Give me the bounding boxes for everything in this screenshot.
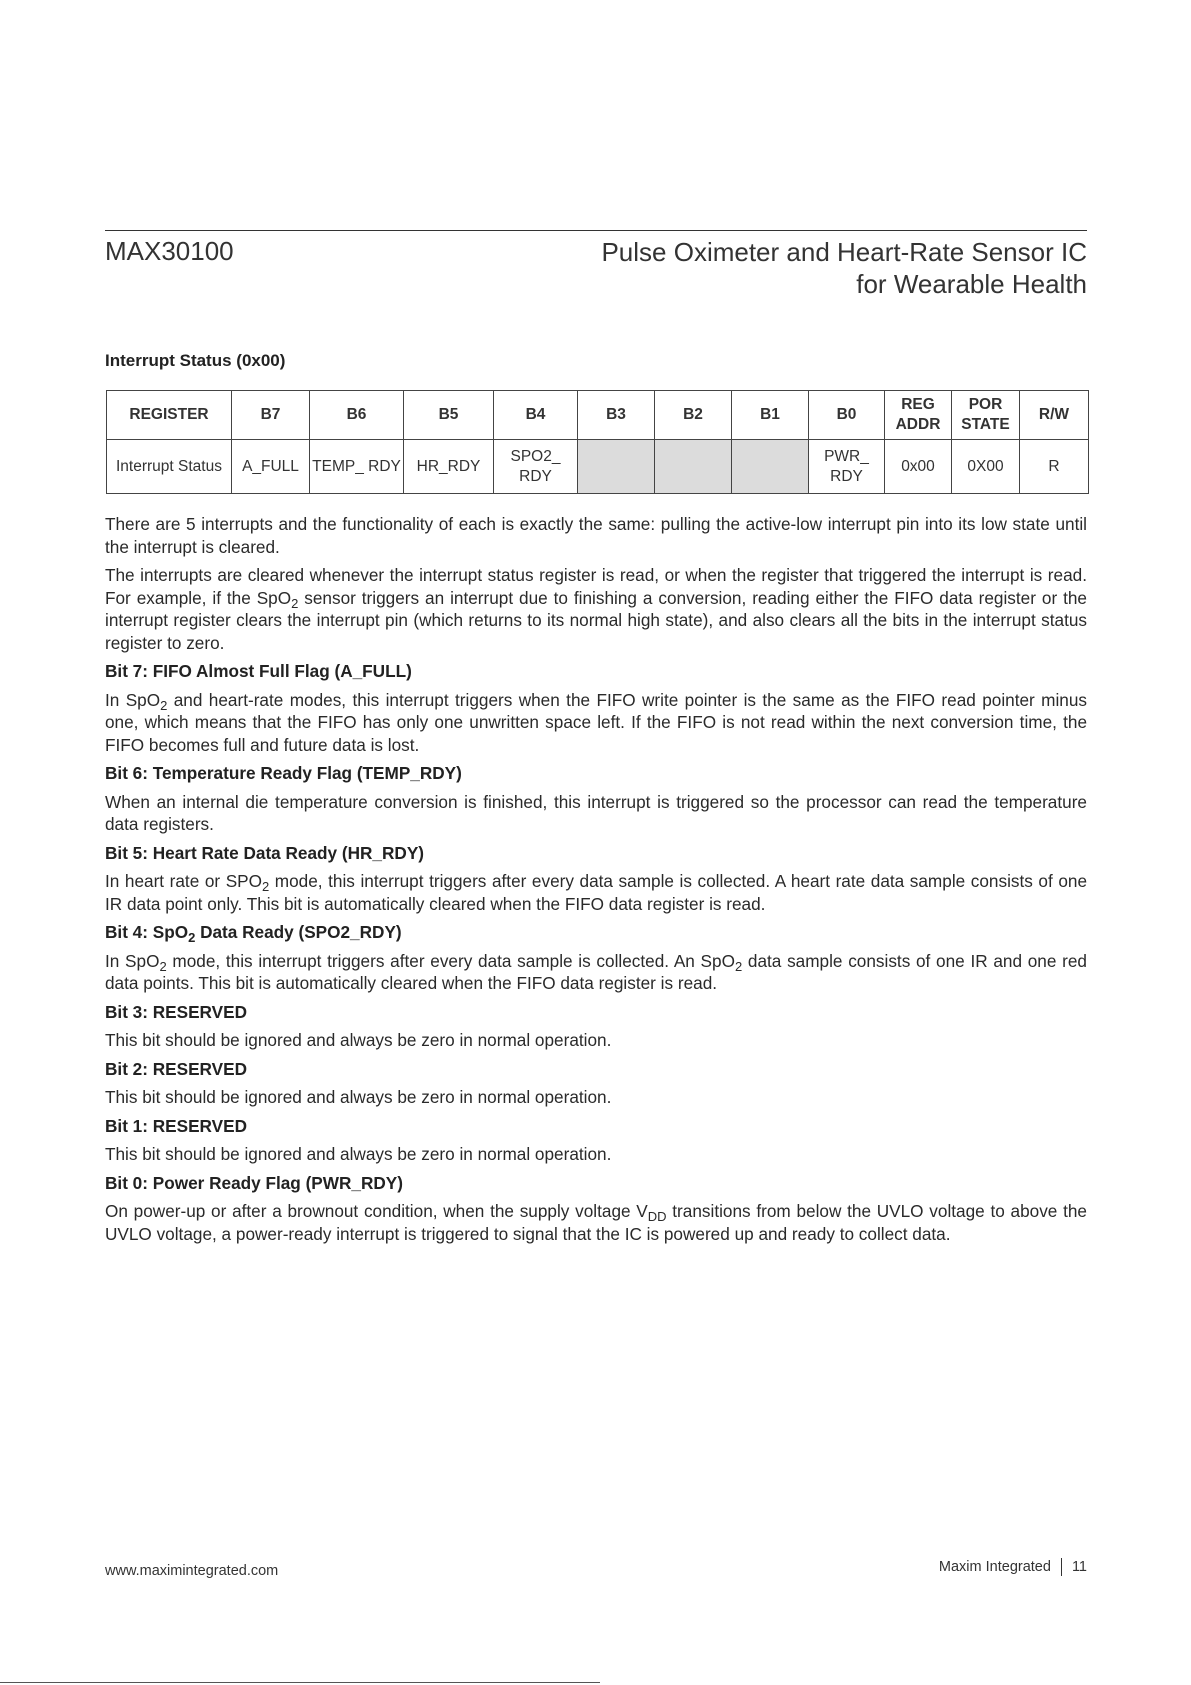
part-number: MAX30100 (105, 236, 234, 266)
register-table (106, 390, 1089, 494)
bit4-text: In SpO$_2$ mode, this interrupt triggers after every data sample is collected. An SpO$_2$ data sample consists of one IR and one red data points. This bit is automatically cleared when the FIFO data register is read. (105, 950, 1087, 993)
table-cell: HR_RDY (404, 440, 494, 494)
header-rule (105, 230, 1087, 231)
bit1-text: This bit should be ignored and always be zero in normal operation. (105, 1144, 612, 1164)
table-cell: 0x00 (885, 440, 952, 494)
header-cell: B0 (809, 391, 885, 440)
bit5-text: In heart rate or $SPO_2$ mode, this interrupt triggers after every data sample is collected. A heart rate data sample consists of one IR data point only. This bit is automatically cleared when the FIFO data register is read. (105, 871, 1087, 914)
table-cell: A_FULL (232, 440, 310, 494)
bit6-text: When an internal die temperature conversion is finished, this interrupt is triggered so the processor can read the temperature data registers. (105, 791, 1087, 834)
table-cell: PWR_ RDY (809, 440, 885, 494)
reserved-cell (732, 440, 809, 494)
table-cell: 0X00 (952, 440, 1020, 494)
footer-url[interactable]: www.maximintegrated.com (105, 1563, 279, 1579)
table-cell: TEMP_ RDY (310, 440, 404, 494)
table-cell: Interrupt Status (107, 440, 232, 494)
header-cell: REG ADDR (885, 391, 952, 440)
bit6-heading: Bit 6: Temperature Ready Flag (TEMP_RDY) (105, 763, 462, 783)
table-cell: SPO2_ RDY (494, 440, 578, 494)
reserved-cell (655, 440, 732, 494)
intro-paragraph-1: There are 5 interrupts and the functionality of each is exactly the same: pulling the active-low interrupt pin into its low state until the interrupt is cleared. (105, 514, 1087, 557)
table-cell: R (1020, 440, 1089, 494)
document-body (105, 513, 1087, 1251)
bottom-rule (0, 1682, 600, 1683)
footer-divider (1061, 1558, 1062, 1576)
header-cell: POR STATE (952, 391, 1020, 440)
title-line-1: Pulse Oximeter and Heart-Rate Sensor IC (601, 237, 1087, 267)
bit7-text: In SpO$_2$ and heart-rate modes, this interrupt triggers when the FIFO write pointer is the same as the FIFO read pointer minus one, which means that the FIFO has only one unwritten space left. If the FIFO is not read within the next conversion time, the FIFO becomes full and future data is lost. (105, 689, 1087, 755)
footer-company: Maxim Integrated (938, 1559, 1051, 1575)
header-cell: B5 (404, 391, 494, 440)
header-cell: REGISTER (107, 391, 232, 440)
table-row (107, 440, 1089, 494)
header-cell: B6 (310, 391, 404, 440)
bit0-text: On power-up or after a brownout condition, when the supply voltage $V_{DD}$ transitions from below the UVLO voltage to above the UVLO voltage, a power-ready interrupt is triggered to signal that the IC is powered up and ready to collect data. (105, 1201, 1087, 1244)
footer-company-page (939, 1558, 1087, 1576)
bit2-text: This bit should be ignored and always be zero in normal operation. (105, 1087, 612, 1107)
bit1-heading: Bit 1: RESERVED (105, 1115, 247, 1136)
bit5-heading: Bit 5: Heart Rate Data Ready (HR_RDY) (105, 842, 425, 863)
table-header-row (107, 391, 1089, 440)
page-number: 11 (1071, 1559, 1087, 1575)
header-cell: B2 (655, 391, 732, 440)
header-cell: B3 (578, 391, 655, 440)
bit4-heading: Bit 4: SpO$_2$ Data Ready (SPO2_RDY) (105, 922, 402, 945)
title-line-2: for Wearable Health (856, 269, 1087, 299)
document-title (601, 236, 1087, 300)
header-cell: B7 (232, 391, 310, 440)
header-cell: B4 (494, 391, 578, 440)
bit7-heading: Bit 7: FIFO Almost Full Flag (A_FULL) (105, 661, 412, 681)
register-table-title: Interrupt Status (0x00) (105, 351, 286, 370)
bit3-heading: Bit 3: RESERVED (105, 1001, 247, 1022)
bit2-heading: Bit 2: RESERVED (105, 1058, 247, 1079)
bit0-heading: Bit 0: Power Ready Flag (PWR_RDY) (105, 1172, 403, 1193)
intro-paragraph-2: The interrupts are cleared whenever the interrupt status register is read, or when the register that triggered the interrupt is read. For example, if the SpO$_2$ sensor triggers an interrupt due to finishing a conversion, reading either the FIFO data register or the interrupt register clears the interrupt pin (which returns to its normal high state), and also clears all the bits in the interrupt status register to zero. (105, 565, 1087, 653)
bit3-text: This bit should be ignored and always be zero in normal operation. (105, 1030, 612, 1050)
header-cell: B1 (732, 391, 809, 440)
reserved-cell (578, 440, 655, 494)
header-cell: R/W (1020, 391, 1089, 440)
